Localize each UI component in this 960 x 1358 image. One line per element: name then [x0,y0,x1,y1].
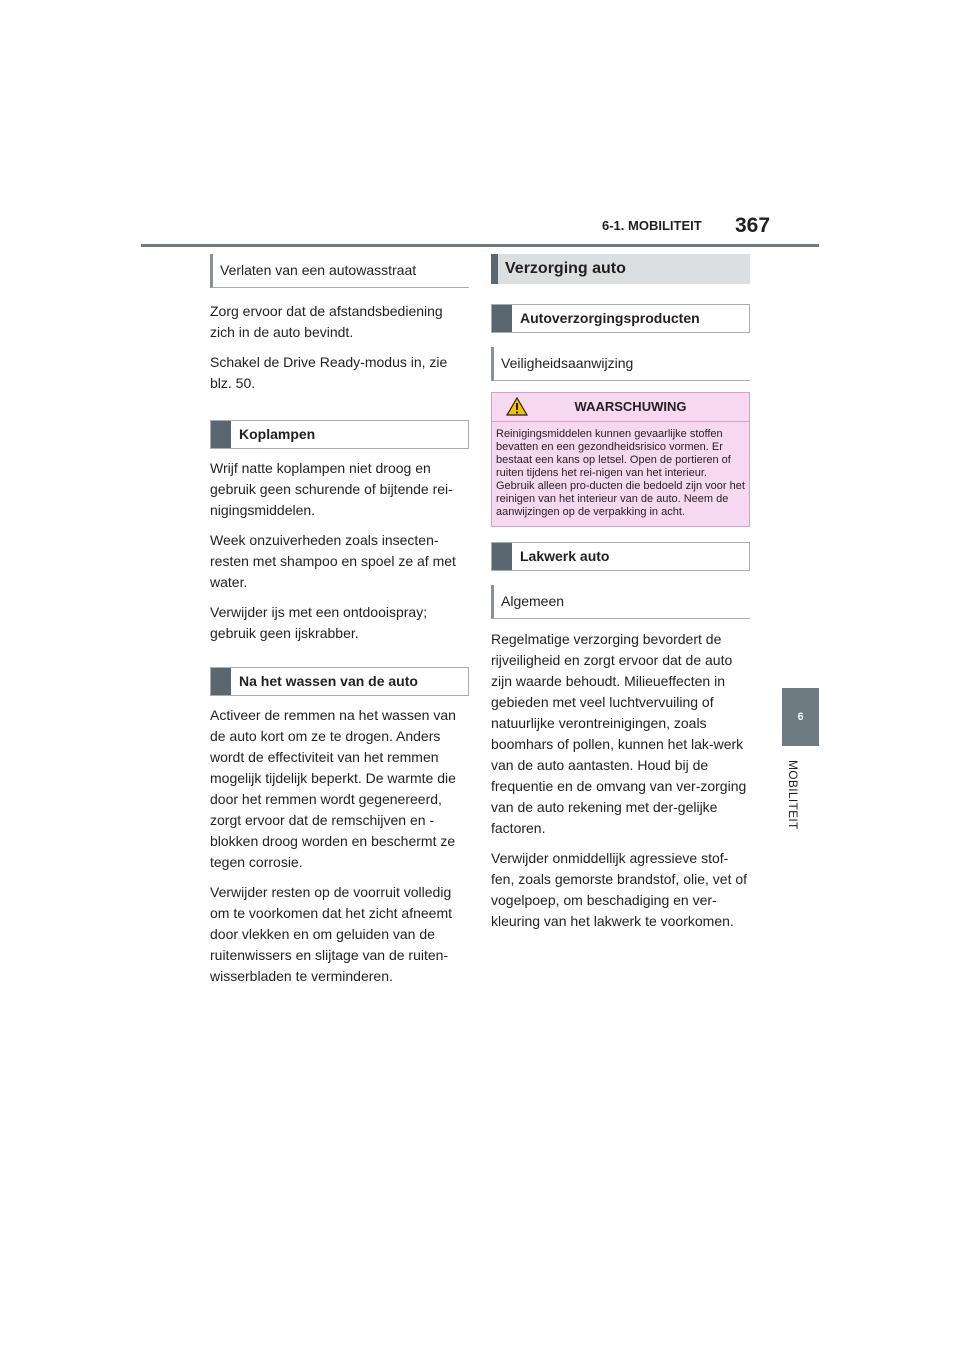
heading-box-paintwork [491,542,750,571]
paragraph: Verwijder ijs met een ontdooispray; gebruik geen ijskrabber. [210,604,428,641]
heading-box-care-products [491,304,750,333]
paragraph: Activeer de remmen na het wassen van de auto kort om ze te drogen. Anders wordt de effectiviteit van het remmen mogelijk tijdelijk beperkt. De warmte die door het remmen wordt gegenereerd, zorgt ervoor dat de remschijven en -blokken droog worden en beschermt ze tegen corrosie. [210,707,456,870]
heading-marker [492,305,512,332]
heading-box-headlights [210,420,469,449]
heading-box-label: Na het wassen van de auto [239,673,418,689]
chapter-tab: 6 [782,688,819,746]
warning-triangle-icon [506,397,528,416]
chapter-tab-label: MOBILITEIT [786,760,800,830]
paragraph: Verwijder resten op de voorruit volledig om te voorkomen dat het zicht afneemt door vlekken en om geluiden van de ruitenwissers en slijtage van de ruiten-wisserbladen te verminderen. [210,884,453,984]
warning-header [492,393,749,422]
left-column [210,254,469,996]
section-heading-car-care [491,254,750,284]
paragraph: Regelmatige verzorging bevordert de rijveiligheid en zorgt ervoor dat de auto zijn waarde behoudt. Milieueffecten in gebieden met veel luchtvervuiling of natuurlijke verontreinigingen, zoals boomhars of pollen, kunnen het lak-werk van de auto aantasten. Houd bij de frequentie en de omvang van ver-zorging van de auto rekening met der-gelijke factoren. [491,631,747,836]
subheading-safety-note: Veiligheidsaanwijzing [491,347,750,381]
paragraph: Week onzuiverheden zoals insecten-resten met shampoo en spoel ze af met water. [210,532,456,590]
subheading-general: Algemeen [491,585,750,619]
paragraph: Schakel de Drive Ready-modus in, zie blz. 50. [210,354,448,391]
heading-marker [211,668,231,695]
warning-text: Reinigingsmiddelen kunnen gevaarlijke stoffen bevatten en een gezondheidsrisico vormen. Er bestaat een kans op letsel. Open de portieren of ruiten tijdens het rei-nigen van het interieur. Gebruik alleen pro-ducten die bedoeld zijn voor het reinigen van het interieur van de auto. Neem de aanwijzingen op de verpakking in acht. [496,428,745,518]
section-heading-label: Verzorging auto [505,260,626,277]
header-section-title: 6-1. MOBILITEIT [602,218,702,233]
warning-box [491,392,750,527]
subheading-car-wash-exit: Verlaten van een autowasstraat [210,254,469,288]
heading-box-label: Lakwerk auto [520,548,610,564]
heading-marker [491,254,498,284]
paragraph: Zorg ervoor dat de afstandsbediening zich in de auto bevindt. [210,303,443,340]
heading-box-label: Koplampen [239,426,316,442]
warning-title: WAARSCHUWING [574,399,687,414]
heading-box-label: Autoverzorgingsproducten [520,310,700,326]
header-rule [141,244,819,247]
heading-box-after-wash [210,667,469,696]
paragraph: Wrijf natte koplampen niet droog en gebruik geen schurende of bijtende rei-nigingsmiddelen. [210,460,453,518]
page-number: 367 [735,214,771,237]
heading-marker [492,543,512,570]
heading-marker [211,421,231,448]
right-column [491,254,750,941]
paragraph: Verwijder onmiddellijk agressieve stof-fen, zoals gemorste brandstof, olie, vet of vogelpoep, om beschadiging en ver-kleuring van het lakwerk te voorkomen. [491,850,748,929]
